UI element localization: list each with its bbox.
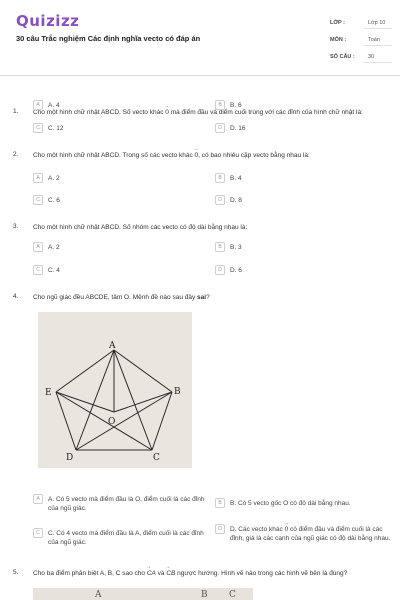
question-number: 1. [13, 108, 19, 115]
meta-subject-row [330, 31, 392, 48]
option-text: C. 12 [48, 125, 64, 132]
question-5-figure [33, 588, 253, 600]
option-letter-box: D [215, 265, 225, 275]
option-b[interactable] [215, 242, 242, 252]
option-text: A. Có 5 vecto mà điểm đầu là O, điểm cuối là các đỉnh của ngũ giác. [48, 496, 205, 512]
option-b[interactable] [215, 100, 242, 110]
option-text-part: D. Các vecto khác [230, 526, 285, 533]
pentagon-diagonal [76, 350, 114, 450]
meta-info [330, 14, 392, 65]
question-text-part: Cho ba điểm phân biệt A, B, C sao cho [33, 570, 147, 577]
quizizz-logo: Quizizz [16, 12, 80, 30]
meta-class-row [330, 14, 392, 31]
meta-label: MÔN : [330, 36, 347, 43]
option-letter-box: B [215, 498, 225, 508]
option-letter-box: C [33, 265, 43, 275]
pentagon-side [56, 392, 76, 450]
meta-value: Lớp 10 [364, 17, 392, 29]
pentagon-diagram [38, 312, 192, 468]
option-letter-box: A [33, 100, 43, 110]
option-text: D. 6 [230, 267, 242, 274]
option-b[interactable] [215, 173, 242, 183]
option-c[interactable] [33, 265, 60, 275]
question-text-part: , có bao nhiêu cặp vecto bằng nhau là: [198, 152, 310, 159]
vector-symbol: → 0 [165, 108, 169, 117]
meta-count-row [330, 48, 392, 65]
option-a[interactable] [33, 494, 208, 513]
option-letter-box: A [33, 242, 43, 252]
option-d[interactable] [215, 265, 242, 275]
option-text: B. 4 [230, 175, 242, 182]
option-letter-box: D [215, 123, 225, 133]
option-text: D. 8 [230, 197, 242, 204]
pentagon-diagonal [114, 350, 152, 450]
vector-symbol: → 0 [285, 525, 289, 534]
page-title: 30 câu Trắc nghiệm Các định nghĩa vecto có đáp án [16, 34, 201, 43]
option-text [230, 524, 393, 543]
question-text: Cho một hình chữ nhật ABCD. Số nhóm các vecto có độ dài bằng nhau là: [33, 224, 248, 231]
option-text: A. 4 [48, 102, 60, 109]
question-emphasis: sai [197, 294, 207, 301]
vertex-label-d: D [66, 453, 74, 463]
option-text: A. 2 [48, 175, 60, 182]
vector-symbol: → 0 [195, 151, 199, 160]
option-letter-box: C [33, 195, 43, 205]
option-text: A. 2 [48, 244, 60, 251]
question-text-part: và [155, 570, 167, 577]
option-text: C. Có 4 vecto mà điểm đầu là A, điểm cuối là các đỉnh của ngũ giác. [48, 530, 204, 546]
option-text: B. Có 5 vecto gốc O có độ dài bằng nhau. [230, 500, 351, 507]
question-text [33, 293, 393, 302]
question-text-part: ? [206, 294, 210, 301]
question-number: 5. [13, 569, 19, 576]
option-letter-box: D [215, 195, 225, 205]
question-text-part: Cho ngũ giác đều ABCDE, tâm O. Mệnh đề nào sau đây [33, 294, 198, 301]
option-text: B. 6 [230, 102, 242, 109]
question-number: 2. [13, 151, 19, 158]
option-c[interactable] [33, 123, 64, 133]
option-c[interactable] [33, 528, 208, 547]
point-label-b: B [201, 590, 208, 600]
option-letter-box: B [215, 173, 225, 183]
option-letter-box: B [215, 242, 225, 252]
option-letter-box: C [33, 123, 43, 133]
option-c[interactable] [33, 195, 60, 205]
center-label-o: O [108, 417, 116, 427]
question-text-part: Cho một hình chữ nhật ABCD. Số vecto khác [33, 109, 166, 116]
option-a[interactable] [33, 173, 60, 183]
meta-value: Toán [364, 34, 392, 46]
question-text-part: ngược hướng. Hình vẽ nào trong các hình vẽ bên là đúng? [175, 570, 348, 577]
option-text: D. 16 [230, 125, 246, 132]
vertex-label-c: C [153, 453, 160, 463]
meta-value: 30 [364, 51, 392, 63]
question-number: 3. [13, 223, 19, 230]
option-text: B. 3 [230, 244, 242, 251]
vector-symbol: → CA [147, 569, 156, 578]
option-d[interactable] [215, 123, 246, 133]
question-text [33, 569, 393, 578]
option-a[interactable] [33, 242, 60, 252]
meta-label: SỐ CÂU : [330, 53, 355, 60]
option-a[interactable] [33, 100, 60, 110]
vertex-label-a: A [109, 341, 116, 351]
option-letter-box: B [215, 100, 225, 110]
question-text-part: mà điểm đầu và điểm cuối trùng với các đỉnh của hình chữ nhật là: [168, 109, 363, 116]
pentagon-diagonal [76, 392, 172, 450]
vector-symbol: → CB [166, 569, 175, 578]
question-text [33, 151, 393, 160]
pentagon-side [114, 350, 172, 392]
pentagon-side [152, 392, 172, 450]
pentagon-side [56, 350, 114, 392]
point-label-c: C [229, 590, 236, 600]
question-number: 4. [13, 293, 19, 300]
question-text-part: Cho một hình chữ nhật ABCD. Trong số các vecto khác [33, 152, 195, 159]
option-letter-box: A [33, 173, 43, 183]
point-label-a: A [95, 590, 102, 600]
option-b[interactable] [215, 498, 393, 508]
option-text: C. 6 [48, 197, 60, 204]
option-d[interactable] [215, 524, 393, 543]
pentagon-figure [38, 312, 192, 468]
option-text: C. 4 [48, 267, 60, 274]
option-text-part: có điểm đầu và điểm cuối là các đỉnh, giá là các cạnh của ngũ giác có độ dài bằng nhau. [230, 526, 391, 542]
vertex-label-b: B [174, 387, 181, 397]
question-text [33, 108, 393, 117]
pentagon-diagonal [56, 392, 152, 450]
option-letter-box: A [33, 494, 43, 504]
meta-label: LỚP : [330, 19, 345, 26]
document-header [0, 0, 400, 76]
option-d[interactable] [215, 195, 242, 205]
option-letter-box: D [215, 524, 225, 534]
vertex-label-e: E [45, 388, 52, 398]
option-letter-box: C [33, 528, 43, 538]
